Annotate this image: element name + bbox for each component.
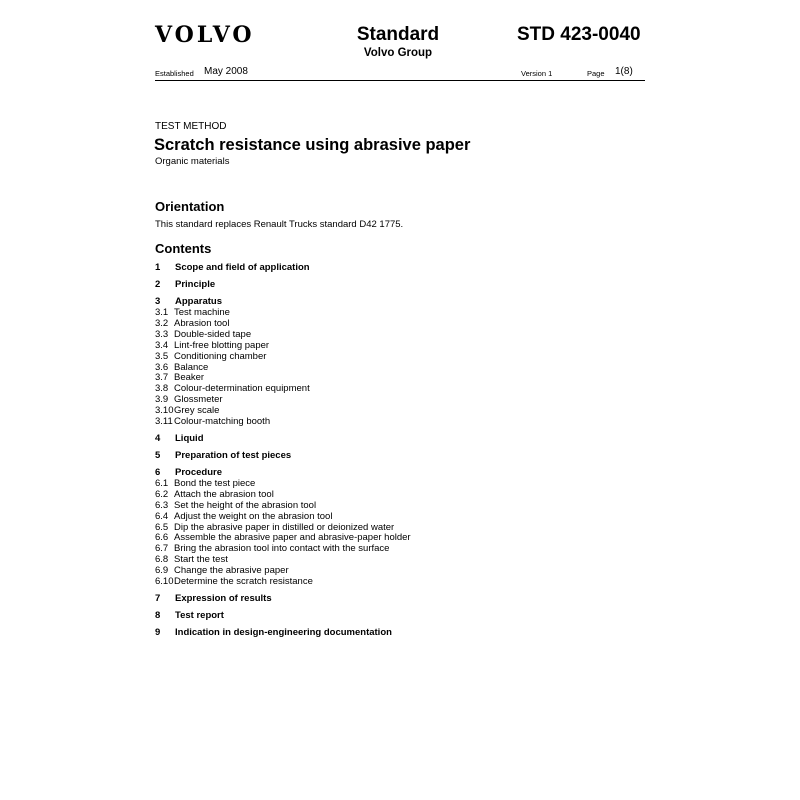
toc-entry-number: 6.2 (155, 488, 169, 500)
document-type: TEST METHOD (155, 121, 227, 132)
toc-entry-number: 3.2 (155, 317, 169, 329)
volvo-logo: VOLVO (155, 22, 255, 48)
toc-entry (155, 279, 215, 290)
toc-entry-text: Dip the abrasive paper in distilled or deionized water (174, 521, 395, 533)
toc-entry-number: 3.10 (155, 405, 174, 417)
toc-entry (155, 450, 291, 461)
toc-entry-number: 3.3 (155, 328, 169, 340)
toc-entry-text: Bond the test piece (174, 477, 256, 489)
standard-number: STD 423-0040 (517, 24, 641, 45)
toc-entry (155, 416, 270, 427)
document-kind: Standard (356, 24, 440, 45)
toc-entry (155, 372, 204, 383)
organization-name: Volvo Group (363, 47, 433, 59)
toc-entry (155, 467, 222, 478)
toc-entry-text: Liquid (175, 432, 204, 444)
toc-entry-number: 6.3 (155, 499, 169, 511)
toc-entry-number: 6.7 (155, 543, 169, 555)
toc-entry (155, 522, 394, 533)
toc-entry-text: Principle (175, 279, 216, 290)
toc-entry-number: 6.10 (155, 576, 174, 587)
toc-entry-text: Test machine (174, 307, 230, 318)
toc-entry-number: 6.4 (155, 510, 169, 522)
toc-entry-number: 2 (155, 279, 161, 290)
toc-entry (155, 532, 411, 543)
toc-entry-number: 6 (155, 466, 161, 478)
toc-entry-number: 6.9 (155, 565, 169, 577)
toc-entry-text: Conditioning chamber (174, 350, 267, 362)
toc-entry-number: 6.8 (155, 554, 169, 566)
toc-entry-text: Expression of results (175, 592, 272, 604)
header-divider (155, 80, 645, 81)
toc-entry (155, 565, 289, 576)
toc-entry-number: 3.5 (155, 350, 169, 362)
toc-entry (155, 383, 310, 394)
toc-entry-number: 3.7 (155, 372, 169, 384)
toc-entry (155, 610, 224, 621)
established-date: May 2008 (204, 66, 248, 77)
toc-entry-number: 8 (155, 609, 161, 621)
toc-entry-text: Start the test (174, 554, 228, 566)
toc-entry (155, 554, 228, 565)
toc-entry (155, 329, 251, 340)
toc-entry (155, 543, 389, 554)
toc-entry-number: 6.1 (155, 477, 169, 489)
toc-entry (155, 340, 269, 351)
document-title: Scratch resistance using abrasive paper (154, 136, 471, 154)
toc-entry-text: Lint-free blotting paper (174, 339, 270, 351)
toc-entry-text: Change the abrasive paper (174, 565, 289, 577)
toc-entry-number: 3 (155, 296, 161, 307)
toc-entry-number: 3.8 (155, 383, 169, 395)
toc-entry (155, 576, 313, 587)
toc-entry-text: Abrasion tool (174, 317, 230, 329)
contents-heading: Contents (155, 241, 212, 256)
toc-entry-number: 6.5 (155, 521, 169, 533)
toc-entry-number: 6.6 (155, 532, 169, 544)
toc-entry-text: Grey scale (174, 405, 220, 417)
toc-entry (155, 593, 272, 604)
toc-entry-text: Colour-determination equipment (174, 383, 310, 395)
toc-entry-text: Adjust the weight on the abrasion tool (174, 510, 333, 522)
toc-entry-number: 5 (155, 449, 161, 461)
toc-entry-number: 3.4 (155, 339, 169, 351)
toc-entry-number: 9 (155, 626, 161, 638)
toc-entry-number: 4 (155, 432, 161, 444)
toc-entry-text: Attach the abrasion tool (174, 488, 274, 500)
version-label: Version 1 (521, 69, 553, 78)
toc-entry-text: Preparation of test pieces (175, 449, 292, 461)
toc-entry-text: Determine the scratch resistance (174, 576, 313, 587)
toc-entry (155, 478, 255, 489)
toc-entry-number: 3.11 (155, 416, 173, 427)
toc-entry (155, 405, 219, 416)
document-subtitle: Organic materials (155, 156, 230, 167)
toc-entry-text: Scope and field of application (175, 262, 310, 273)
toc-entry-text: Assemble the abrasive paper and abrasive-paper holder (174, 532, 411, 544)
toc-entry-number: 3.1 (155, 307, 169, 318)
toc-entry (155, 394, 223, 405)
toc-entry (155, 489, 274, 500)
toc-entry (155, 296, 222, 307)
toc-entry (155, 433, 204, 444)
toc-entry (155, 627, 392, 638)
toc-entry-text: Beaker (174, 372, 205, 384)
toc-entry-text: Bring the abrasion tool into contact with the surface (174, 543, 390, 555)
toc-entry-text: Test report (175, 609, 224, 621)
toc-entry-number: 7 (155, 592, 161, 604)
toc-entry-number: 3.6 (155, 361, 169, 373)
toc-entry-number: 3.9 (155, 394, 169, 406)
toc-entry-text: Apparatus (175, 296, 222, 307)
toc-entry-text: Balance (174, 361, 209, 373)
page-number: 1(8) (615, 66, 633, 77)
orientation-heading: Orientation (155, 199, 225, 214)
toc-entry-text: Procedure (175, 466, 222, 478)
toc-entry (155, 262, 310, 273)
toc-entry (155, 511, 332, 522)
toc-entry (155, 351, 266, 362)
established-label: Established (155, 69, 194, 78)
page-label: Page (587, 69, 605, 78)
toc-entry-text: Set the height of the abrasion tool (174, 499, 317, 511)
orientation-text: This standard replaces Renault Trucks standard D42 1775. (155, 219, 404, 230)
toc-entry (155, 307, 230, 318)
toc-entry (155, 362, 208, 373)
toc-entry-text: Double-sided tape (174, 328, 252, 340)
toc-entry-text: Colour-matching booth (174, 416, 271, 427)
toc-entry-text: Glossmeter (174, 394, 223, 406)
toc-entry-text: Indication in design-engineering documentation (175, 626, 392, 638)
toc-entry (155, 318, 229, 329)
toc-entry (155, 500, 316, 511)
toc-entry-number: 1 (155, 262, 161, 273)
